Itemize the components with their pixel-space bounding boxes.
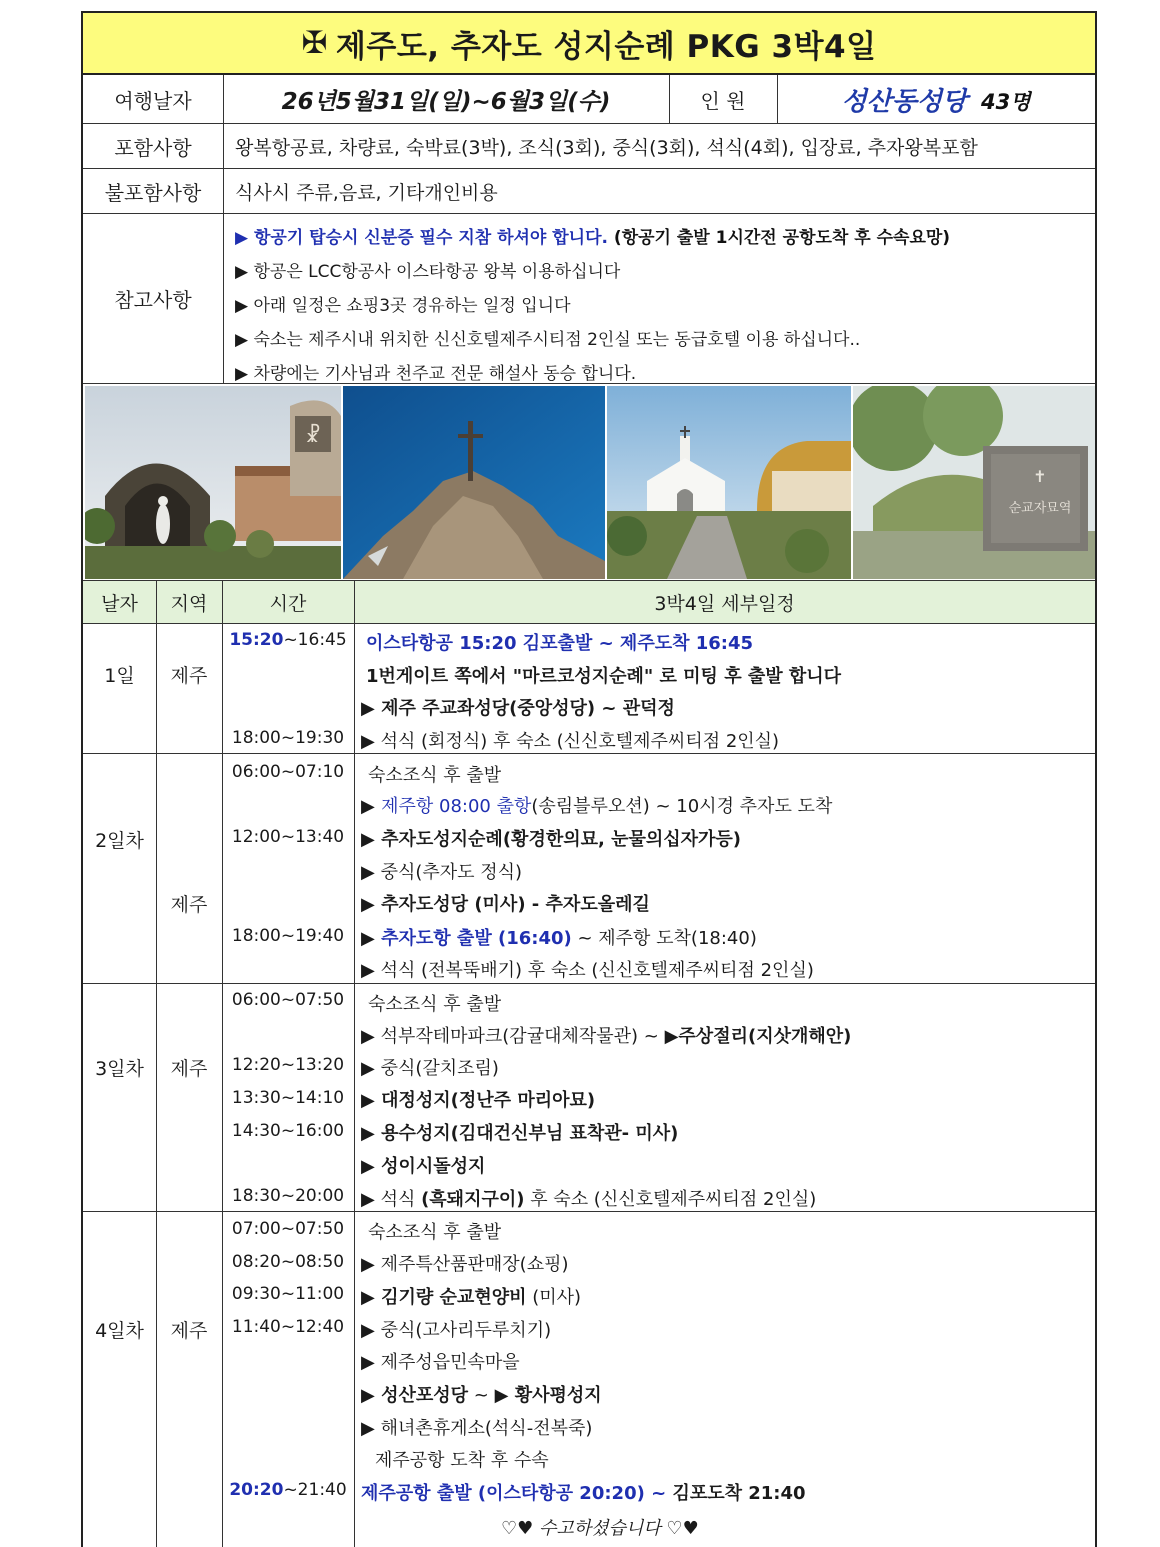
day-3-time-5: 18:30~20:00	[231, 1186, 345, 1206]
excluded-value: 식사시 주류,음료, 기타개인비용	[235, 181, 498, 204]
header-detail: 3박4일 세부일정	[654, 592, 795, 615]
sea-rock-cross-photo	[343, 386, 605, 579]
excluded-row	[83, 169, 1095, 214]
day-4-item-9: 제주공항 출발 (이스타항공 20:20) ~ 김포도착 21:40	[361, 1483, 806, 1504]
day-1-time-1: 15:20~16:45	[229, 630, 347, 650]
tomb-sign-text: 순교자묘역	[1008, 501, 1072, 516]
notes-list	[223, 214, 1095, 383]
notes-label: 참고사항	[114, 288, 192, 312]
day-2-region: 제주	[170, 894, 208, 916]
bullet-icon: ▶	[235, 364, 249, 384]
included-value: 왕복항공료, 차량료, 숙박료(3박), 조식(3회), 중식(3회), 석식(4회), 입장료, 추자왕복포함	[235, 136, 978, 159]
day-2-time-1: 06:00~07:10	[231, 762, 345, 782]
day-3-time-3: 13:30~14:10	[231, 1088, 345, 1108]
day-4-time-4: 11:40~12:40	[231, 1317, 345, 1337]
day-1-item-1: 이스타항공 15:20 김포출발 ~ 제주도착 16:45	[366, 633, 754, 654]
day-4-label: 4일차	[95, 1320, 144, 1342]
closing-message: ♡♥ 수고하셨습니다 ♡♥	[501, 1518, 699, 1539]
day-3-item-3: ▶ 중식(갈치조림)	[361, 1058, 499, 1079]
day-4-item-3: ▶ 김기량 순교현양비 (미사)	[361, 1287, 582, 1308]
people-label: 인 원	[700, 88, 746, 113]
travel-date-row	[83, 75, 1095, 124]
page-title	[83, 13, 1095, 75]
cross-icon: ✠	[301, 25, 328, 61]
day-3-item-7: ▶ 석식 (흑돼지구이) 후 숙소 (신신호텔제주씨티점 2인실)	[361, 1189, 817, 1210]
schedule-table	[83, 624, 1095, 1547]
day-3-item-2: ▶ 석부작테마파크(감귤대체작물관) ~ ▶주상절리(지삿개해안)	[361, 1026, 852, 1047]
day-4-item-1: 숙소조식 후 출발	[368, 1222, 502, 1243]
header-day: 날자	[101, 592, 138, 615]
day-3-time-1: 06:00~07:50	[231, 990, 345, 1010]
day-2-item-4: ▶ 중식(추자도 정식)	[361, 862, 523, 883]
bullet-icon: ▶	[235, 262, 249, 282]
day-4-item-4: ▶ 중식(고사리두루치기)	[361, 1320, 552, 1341]
day-1-item-3: ▶ 제주 주교좌성당(중앙성당) ~ 관덕정	[361, 698, 675, 719]
travel-date-label: 여행날자	[114, 88, 192, 113]
svg-text:✝: ✝	[1033, 467, 1047, 486]
day-4-time-5: 20:20~21:40	[229, 1480, 347, 1500]
note-item: ▶ 항공은 LCC항공사 이스타항공 왕복 이용하십니다	[235, 262, 621, 282]
day-3-item-4: ▶ 대정성지(정난주 마리아묘)	[361, 1090, 596, 1111]
travel-date-value: 26년5월31일(일)~6월3일(수)	[281, 88, 611, 115]
day-3-time-4: 14:30~16:00	[231, 1121, 345, 1141]
bullet-icon: ▶	[235, 330, 249, 350]
header-region: 지역	[170, 592, 208, 615]
day-2-item-5: ▶ 추자도성당 (미사) - 추자도올레길	[361, 894, 650, 915]
day-1-item-4: ▶ 석식 (회정식) 후 숙소 (신신호텔제주씨티점 2인실)	[361, 731, 780, 752]
day-4-region: 제주	[170, 1320, 208, 1342]
day-4-item-6: ▶ 성산포성당 ~ ▶ 황사평성지	[361, 1385, 602, 1406]
day-4-item-7: ▶ 해녀촌휴게소(석식-전복죽)	[361, 1418, 593, 1439]
day-2-item-6: ▶ 추자도항 출발 (16:40) ~ 제주항 도착(18:40)	[361, 928, 757, 949]
day-2-time-2: 12:00~13:40	[231, 827, 345, 847]
day-3-label: 3일차	[95, 1058, 144, 1080]
title-text: 제주도, 추자도 성지순례 PKG 3박4일	[335, 28, 877, 65]
white-church-photo	[607, 386, 851, 579]
note-item: ▶ 항공기 탑승시 신분증 필수 지참 하셔야 합니다. (항공기 출발 1시간전 공항도착 후 수속요망)	[235, 228, 951, 248]
group-count: 43명	[981, 90, 1031, 114]
day-3-item-1: 숙소조식 후 출발	[368, 994, 502, 1015]
day-3-time-2: 12:20~13:20	[231, 1055, 345, 1075]
notes-row	[83, 214, 1095, 384]
grotto-church-photo	[85, 386, 341, 579]
note-item: ▶ 숙소는 제주시내 위치한 신신호텔제주시티점 2인실 또는 동급호텔 이용 하십니다..	[235, 330, 861, 350]
svg-text:☧: ☧	[305, 423, 321, 447]
day-3-region: 제주	[170, 1058, 208, 1080]
day-1-item-2: 1번게이트 쪽에서 "마르코성지순례" 로 미팅 후 출발 합니다	[366, 666, 842, 687]
schedule-header	[83, 581, 1095, 624]
day-4-time-3: 09:30~11:00	[231, 1284, 345, 1304]
included-row	[83, 124, 1095, 169]
day-1-label: 1일	[104, 665, 135, 687]
day-2-item-1: 숙소조식 후 출발	[368, 765, 502, 786]
day-4-time-1: 07:00~07:50	[231, 1219, 345, 1239]
martyr-tomb-photo	[853, 386, 1095, 579]
day-4-item-5: ▶ 제주성읍민속마을	[361, 1352, 520, 1373]
day-3-item-5: ▶ 용수성지(김대건신부님 표착관- 미사)	[361, 1123, 679, 1144]
day-4-time-2: 08:20~08:50	[231, 1252, 345, 1272]
bullet-icon: ▶	[235, 228, 249, 248]
day-1-time-2: 18:00~19:30	[231, 728, 345, 748]
day-4-item-8: 제주공항 도착 후 수속	[375, 1450, 549, 1471]
day-2-label: 2일차	[95, 830, 144, 852]
day-3-item-6: ▶ 성이시돌성지	[361, 1156, 486, 1177]
day-4-item-2: ▶ 제주특산품판매장(쇼핑)	[361, 1254, 569, 1275]
day-2-item-2: ▶ 제주항 08:00 출항(송림블루오션) ~ 10시경 추자도 도착	[361, 796, 833, 817]
excluded-label: 불포함사항	[104, 180, 202, 205]
bullet-icon: ▶	[235, 296, 249, 316]
parish-name: 성산동성당	[841, 86, 968, 117]
header-time: 시간	[269, 592, 307, 615]
day-2-item-7: ▶ 석식 (전복뚝배기) 후 숙소 (신신호텔제주씨티점 2인실)	[361, 960, 814, 981]
photo-strip	[83, 384, 1095, 581]
group-info	[777, 75, 1095, 123]
day-1-region: 제주	[170, 665, 208, 687]
note-item: ▶ 차량에는 기사님과 천주교 전문 해설사 동승 합니다.	[235, 364, 637, 384]
included-label: 포함사항	[114, 135, 192, 160]
day-2-time-3: 18:00~19:40	[231, 926, 345, 946]
day-2-item-3: ▶ 추자도성지순례(황경한의묘, 눈물의십자가등)	[361, 829, 742, 850]
note-item: ▶ 아래 일정은 쇼핑3곳 경유하는 일정 입니다	[235, 296, 571, 316]
